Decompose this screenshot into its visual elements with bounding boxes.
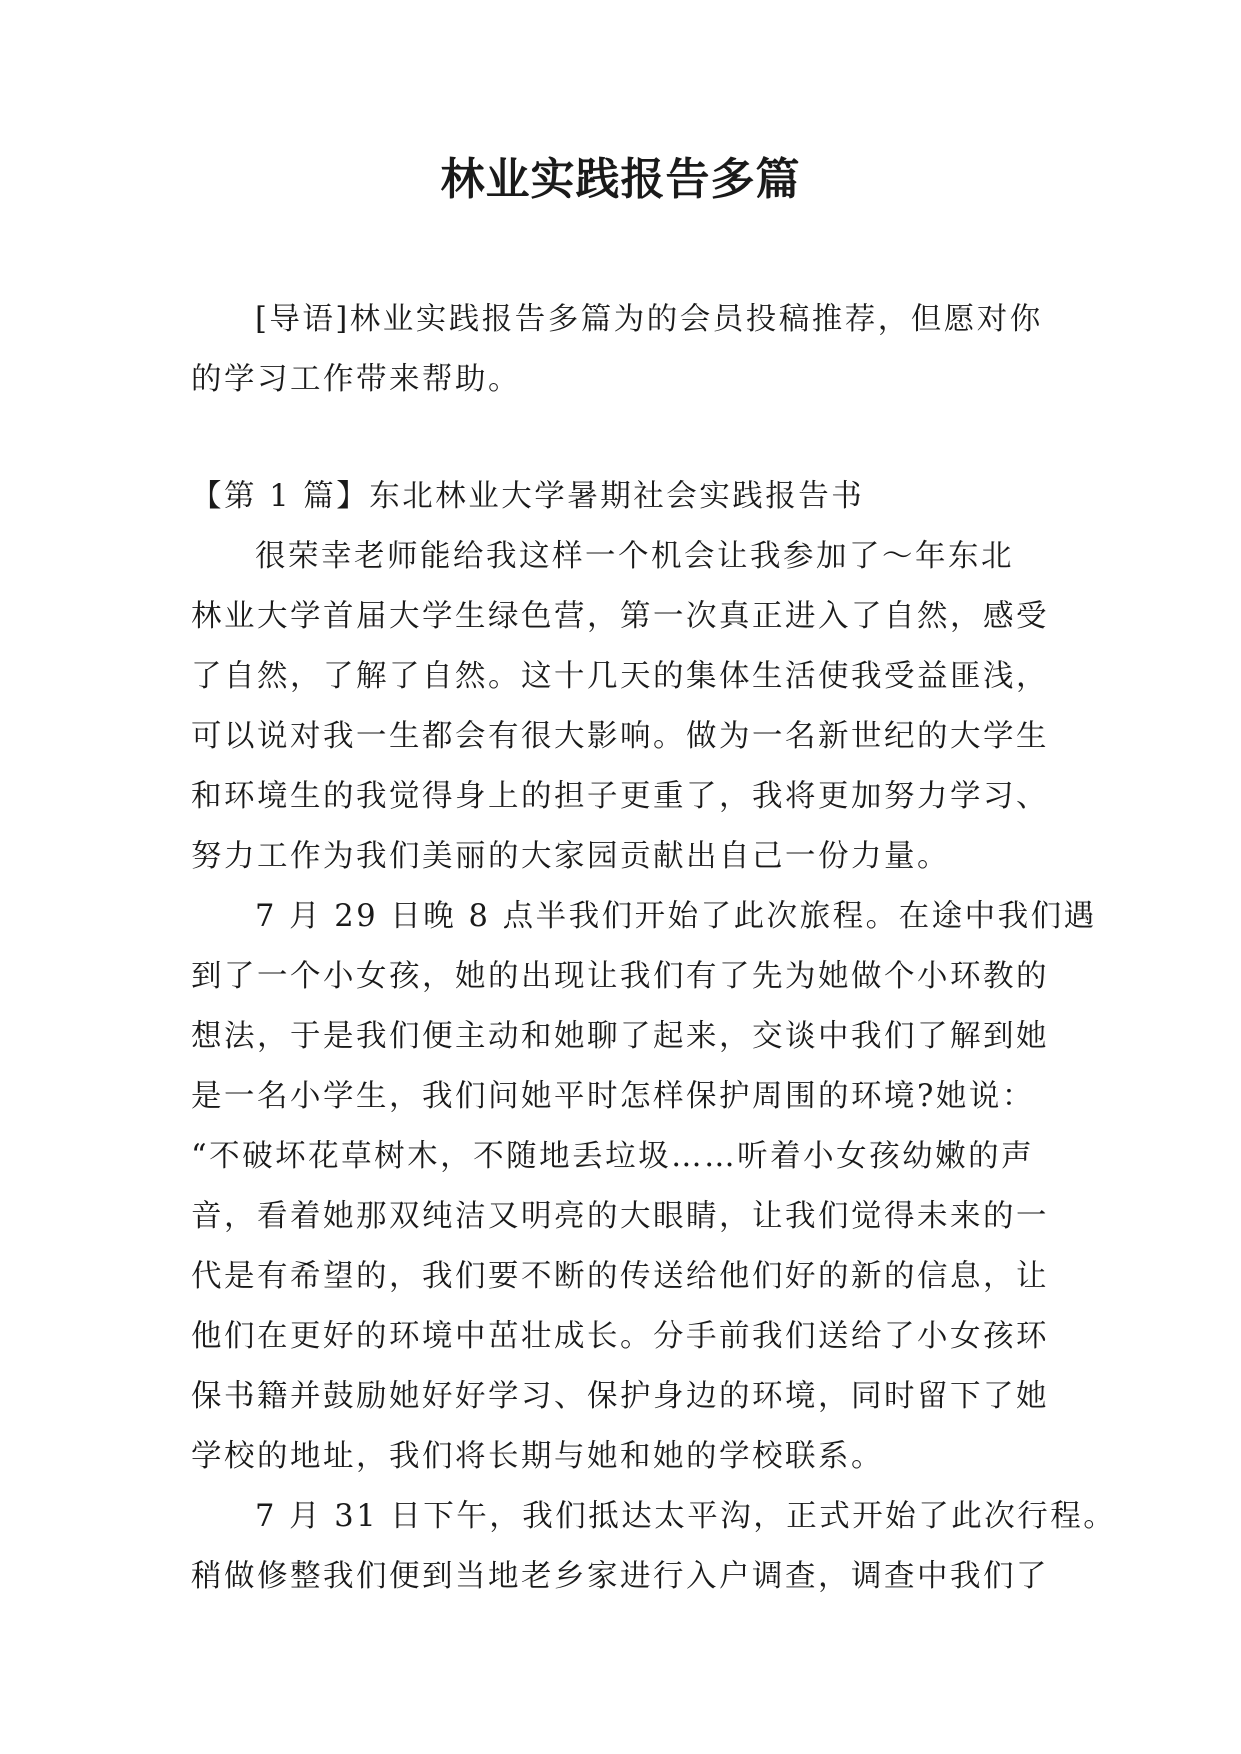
text-line: 很荣幸老师能给我这样一个机会让我参加了～年东北 <box>255 539 1014 574</box>
text-line: 林业大学首届大学生绿色营，第一次真正进入了自然，感受 <box>191 599 1049 634</box>
document-body <box>191 290 1117 1607</box>
text-line: 可以说对我一生都会有很大影响。做为一名新世纪的大学生 <box>191 719 1049 754</box>
text-line: 的学习工作带来帮助。 <box>191 362 521 397</box>
text-line: 音，看着她那双纯洁又明亮的大眼睛，让我们觉得未来的一 <box>191 1199 1049 1234</box>
paragraph <box>191 1487 1117 1607</box>
text-line: 稍做修整我们便到当地老乡家进行入户调查，调查中我们了 <box>191 1559 1049 1594</box>
text-line: 努力工作为我们美丽的大家园贡献出自己一份力量。 <box>191 839 950 874</box>
text-line: “不破坏花草树木，不随地丢垃圾……听着小女孩幼嫩的声 <box>191 1139 1035 1174</box>
text-line: 了自然，了解了自然。这十几天的集体生活使我受益匪浅， <box>191 659 1049 694</box>
text-line: 和环境生的我觉得身上的担子更重了，我将更加努力学习、 <box>191 779 1049 814</box>
text-line: 是一名小学生，我们问她平时怎样保护周围的环境?她说： <box>191 1079 1035 1114</box>
text-line: 到了一个小女孩，她的出现让我们有了先为她做个小环教的 <box>191 959 1049 994</box>
paragraph <box>191 527 1071 887</box>
paragraph <box>191 887 1097 1487</box>
paragraph-spacer <box>191 410 1071 467</box>
text-line: 想法，于是我们便主动和她聊了起来，交谈中我们了解到她 <box>191 1019 1049 1054</box>
text-line: [导语]林业实践报告多篇为的会员投稿推荐，但愿对你 <box>255 302 1043 337</box>
section-heading: 【第 1 篇】东北林业大学暑期社会实践报告书 <box>191 479 865 514</box>
text-line: 他们在更好的环境中茁壮成长。分手前我们送给了小女孩环 <box>191 1319 1049 1354</box>
text-line: 代是有希望的，我们要不断的传送给他们好的新的信息，让 <box>191 1259 1049 1294</box>
text-line: 学校的地址，我们将长期与她和她的学校联系。 <box>191 1439 884 1474</box>
text-line: 保书籍并鼓励她好好学习、保护身边的环境，同时留下了她 <box>191 1379 1049 1414</box>
text-line: 7 月 29 日晚 8 点半我们开始了此次旅程。在途中我们遇 <box>255 899 1097 934</box>
intro-paragraph <box>191 290 1071 410</box>
text-line: 7 月 31 日下午，我们抵达太平沟，正式开始了此次行程。 <box>255 1499 1117 1534</box>
document-title: 林业实践报告多篇 <box>440 154 801 205</box>
